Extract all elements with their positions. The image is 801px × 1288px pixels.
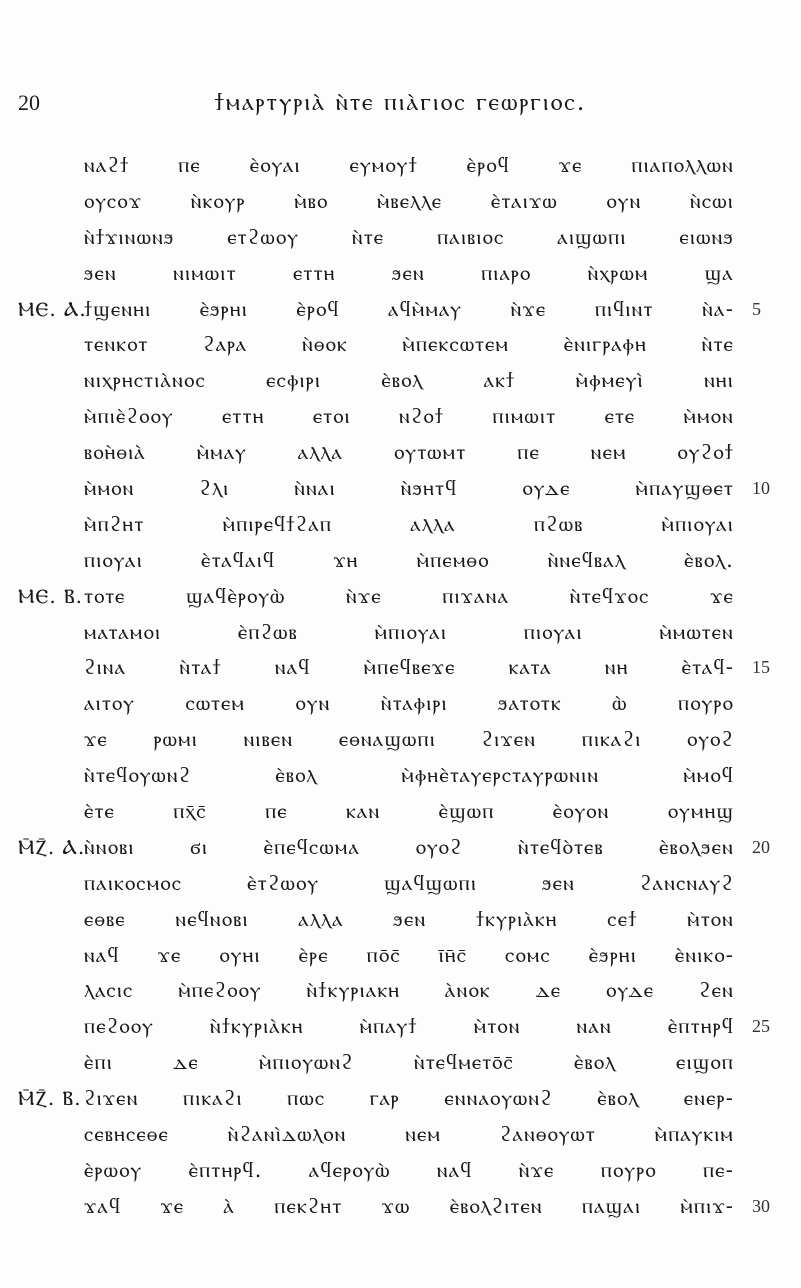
line-number: 30 (752, 1195, 770, 1216)
text-line (0, 902, 801, 938)
line-text: ϩⲓⲛⲁ ⲛ̀ⲧⲁϯ ⲛⲁϥ ⲙ̀ⲡⲉϥⲃⲉϫⲉ ⲕⲁⲧⲁ ⲛⲏ ⲉ̀ⲧⲁϥ- (84, 655, 734, 680)
line-text: ⲛⲁϥ ϫⲉ ⲟⲩⲏⲓ ⲉ̀ⲣⲉ ⲡⲟ̄ⲥ̄ ⲓ̄ⲏ̄ⲥ̄ ⲥⲟⲙⲥ ⲉ̀ϧⲣⲏⲓ ⲉ̀ⲛⲓⲕⲟ- (84, 942, 734, 967)
line-text: ⲥⲉⲃⲏⲥⲉⲑⲉ ⲛ̀ϩⲁⲛⲓ̀ⲇⲱⲗⲟⲛ ⲛⲉⲙ ϩⲁⲛⲑⲟⲩⲱⲧ ⲙ̀ⲡⲁⲩⲕⲓⲙ (84, 1122, 734, 1147)
line-text: ϫⲉ ⲣⲱⲙⲓ ⲛⲓⲃⲉⲛ ⲉⲑⲛⲁϣⲱⲡⲓ ϩⲓϫⲉⲛ ⲡⲓⲕⲁϩⲓ ⲟⲩⲟϩ (84, 727, 734, 752)
text-line (0, 1081, 801, 1117)
line-text: ⲡⲉϩⲟⲟⲩ ⲛ̀ϯⲕⲩⲣⲓⲁ̀ⲕⲏ ⲙ̀ⲡⲁⲩϯ ⲙ̀ⲧⲟⲛ ⲛⲁⲛ ⲉ̀ⲡⲧⲏⲣϥ (84, 1014, 734, 1039)
line-number: 20 (752, 836, 770, 857)
line-text: ⲧⲟⲧⲉ ϣⲁϥⲉ̀ⲣⲟⲩⲱ̀ ⲛ̀ϫⲉ ⲡⲓϫⲁⲛⲁ ⲛ̀ⲧⲉϥϫⲟⲥ ϫⲉ (84, 583, 734, 608)
line-text: ⲛ̀ⲛⲟⲃⲓ ϭⲓ ⲉ̀ⲡⲉϥⲥⲱⲙⲁ ⲟⲩⲟϩ ⲛ̀ⲧⲉϥⲟ̀ⲧⲉⲃ ⲉ̀ⲃⲟⲗϧⲉⲛ (84, 834, 734, 859)
line-text: ϯϣⲉⲛⲏⲓ ⲉ̀ϧⲣⲏⲓ ⲉ̀ⲣⲟϥ ⲁϥⲙ̀ⲙⲁⲩ ⲛ̀ϫⲉ ⲡⲓϥⲓⲛⲧ ⲛ̀ⲁ- (84, 296, 734, 321)
text-line (0, 399, 801, 435)
text-line (0, 148, 801, 184)
line-text: ⲙ̀ⲡϩⲏⲧ ⲙ̀ⲡⲓⲣⲉϥϯϩⲁⲡ ⲁⲗⲗⲁ ⲡϩⲱⲃ ⲙ̀ⲡⲓⲟⲩⲁⲓ (84, 511, 734, 536)
text-line (0, 1117, 801, 1153)
text-line (0, 1045, 801, 1081)
text-line (0, 938, 801, 974)
text-line (0, 220, 801, 256)
text-line (0, 1189, 801, 1225)
text-line (0, 543, 801, 579)
line-text: ⲛⲁϩϯ ⲡⲉ ⲉ̀ⲟⲩⲁⲓ ⲉⲩⲙⲟⲩϯ ⲉ̀ⲣⲟϥ ϫⲉ ⲡⲓⲁⲡⲟⲗⲗⲱⲛ (84, 153, 734, 177)
line-number: 10 (752, 478, 770, 499)
section-marker: ⲘⲈ. Ⲁ. (18, 296, 87, 321)
line-text: ⲛ̀ⲧⲉϥⲟⲩⲱⲛϩ ⲉ̀ⲃⲟⲗ ⲙ̀ⲫⲏⲉ̀ⲧⲁⲩⲉⲣⲥⲧⲁⲩⲣⲱⲛⲓⲛ ⲙ̀ⲙⲟϥ (84, 763, 734, 788)
text-line (0, 794, 801, 830)
text-line (0, 184, 801, 220)
text-line (0, 686, 801, 722)
line-number: 25 (752, 1016, 770, 1037)
line-text: ⲡⲓⲟⲩⲁⲓ ⲉ̀ⲧⲁϥⲁⲓϥ ϫⲏ ⲙ̀ⲡⲉⲙⲑⲟ ⲛ̀ⲛⲉϥⲃⲁⲗ ⲉ̀ⲃⲟⲗ. (84, 547, 734, 572)
text-line (0, 292, 801, 328)
line-text: ⲁⲓⲧⲟⲩ ⲥⲱⲧⲉⲙ ⲟⲩⲛ ⲛ̀ⲧⲁⲫⲓⲣⲓ ϧⲁⲧⲟⲧⲕ ⲱ̀ ⲡⲟⲩⲣⲟ (84, 691, 734, 716)
running-head: ϯⲙⲁⲣⲧⲩⲣⲓⲁ̀ ⲛ̀ⲧⲉ ⲡⲓⲁ̀ⲅⲓⲟⲥ ⲅⲉⲱⲣⲅⲓⲟⲥ. (214, 88, 587, 116)
line-text: ϧⲉⲛ ⲛⲓⲙⲱⲓⲧ ⲉⲧⲧⲏ ϧⲉⲛ ⲡⲓⲁⲣⲟ ⲛ̀ⲭⲣⲱⲙ ϣⲁ (84, 260, 734, 285)
section-marker: Ⲙ̄Ⲍ̄. Ⲃ. (18, 1086, 82, 1111)
text-line (0, 435, 801, 471)
text-line (0, 866, 801, 902)
line-text: ⲉ̀ⲡⲓ ⲇⲉ ⲙ̀ⲡⲓⲟⲩⲱⲛϩ ⲛ̀ⲧⲉϥⲙⲉⲧⲟ̄ⲥ̄ ⲉ̀ⲃⲟⲗ ⲉⲓϣⲟⲡ (84, 1050, 734, 1075)
line-number: 15 (752, 657, 770, 678)
text-line (0, 471, 801, 507)
text-line (0, 507, 801, 543)
text-line (0, 722, 801, 758)
text-line (0, 579, 801, 615)
line-text: ⲙ̀ⲙⲟⲛ ϩⲗⲓ ⲛ̀ⲛⲁⲓ ⲛ̀ϧⲏⲧϥ ⲟⲩⲇⲉ ⲙ̀ⲡⲁⲩϣⲑⲉⲧ (84, 476, 734, 501)
line-text: ⲡⲁⲓⲕⲟⲥⲙⲟⲥ ⲉ̀ⲧϩⲱⲟⲩ ϣⲁϥϣⲱⲡⲓ ϧⲉⲛ ϩⲁⲛⲥⲛⲁⲩϩ (84, 870, 734, 895)
text-line (0, 650, 801, 686)
text-line (0, 973, 801, 1009)
line-text: ⲉ̀ⲣⲱⲟⲩ ⲉ̀ⲡⲧⲏⲣϥ. ⲁϥⲉⲣⲟⲩⲱ̀ ⲛⲁϥ ⲛ̀ϫⲉ ⲡⲟⲩⲣⲟ ⲡⲉ- (84, 1157, 734, 1182)
text-block (0, 148, 801, 1225)
line-text: ⲗⲁⲥⲓⲥ ⲙ̀ⲡⲉϩⲟⲟⲩ ⲛ̀ϯⲕⲩⲣⲓⲁⲕⲏ ⲁ̀ⲛⲟⲕ ⲇⲉ ⲟⲩⲇⲉ ϩⲉⲛ (84, 978, 734, 1003)
text-line (0, 327, 801, 363)
line-number: 5 (752, 298, 761, 319)
line-text: ⲛⲓⲭⲣⲏⲥⲧⲓⲁ̀ⲛⲟⲥ ⲉⲥⲫⲓⲣⲓ ⲉ̀ⲃⲟⲗ ⲁⲕϯ ⲙ̀ⲫⲙⲉⲩⲓ̀ ⲛⲏⲓ (84, 368, 734, 393)
line-text: ⲉⲑⲃⲉ ⲛⲉϥⲛⲟⲃⲓ ⲁⲗⲗⲁ ϧⲉⲛ ϯⲕⲩⲣⲓⲁ̀ⲕⲏ ⲥⲉϯ ⲙ̀ⲧⲟⲛ (84, 906, 734, 931)
line-text: ϩⲓϫⲉⲛ ⲡⲓⲕⲁϩⲓ ⲡⲱⲥ ⲅⲁⲣ ⲉⲛⲛⲁⲟⲩⲱⲛϩ ⲉ̀ⲃⲟⲗ ⲉⲛⲉⲣ- (84, 1086, 734, 1111)
line-text: ϫⲁϥ ϫⲉ ⲁ̀ ⲡⲉⲕϩⲏⲧ ϫⲱ ⲉ̀ⲃⲟⲗϩⲓⲧⲉⲛ ⲡⲁϣⲁⲓ ⲙ̀ⲡⲓϫ- (84, 1193, 734, 1218)
section-marker: ⲘⲈ. Ⲃ. (18, 583, 84, 608)
text-line (0, 758, 801, 794)
text-line (0, 256, 801, 292)
text-line (0, 1009, 801, 1045)
line-text: ⲛ̀ϯϫⲓⲛⲱⲛϧ ⲉⲧϩⲱⲟⲩ ⲛ̀ⲧⲉ ⲡⲁⲓⲃⲓⲟⲥ ⲁⲓϣⲱⲡⲓ ⲉⲓⲱⲛϧ (84, 224, 734, 249)
page-number: 20 (18, 90, 40, 115)
line-text: ⲟⲩⲥⲟϫ ⲛ̀ⲕⲟⲩⲣ ⲙ̀ⲃⲟ ⲙ̀ⲃⲉⲗⲗⲉ ⲉ̀ⲧⲁⲓϫⲱ ⲟⲩⲛ ⲛ̀ⲥⲱⲓ (84, 188, 734, 213)
text-line (0, 615, 801, 651)
text-line (0, 830, 801, 866)
text-line (0, 363, 801, 399)
section-marker: Ⲙ̄Ⲍ̄. Ⲁ. (18, 834, 86, 859)
line-text: ⲃⲟⲏ̀ⲑⲓⲁ̀ ⲙ̀ⲙⲁⲩ ⲁⲗⲗⲁ ⲟⲩⲧⲱⲙⲧ ⲡⲉ ⲛⲉⲙ ⲟⲩϩⲟϯ (84, 440, 734, 465)
line-text: ⲙⲁⲧⲁⲙⲟⲓ ⲉ̀ⲡϩⲱⲃ ⲙ̀ⲡⲓⲟⲩⲁⲓ ⲡⲓⲟⲩⲁⲓ ⲙ̀ⲙⲱⲧⲉⲛ (84, 619, 734, 644)
line-text: ⲧⲉⲛⲕⲟⲧ ϩⲁⲣⲁ ⲛ̀ⲑⲟⲕ ⲙ̀ⲡⲉⲕⲥⲱⲧⲉⲙ ⲉ̀ⲛⲓⲅⲣⲁⲫⲏ ⲛ̀ⲧⲉ (84, 332, 734, 357)
line-text: ⲙ̀ⲡⲓⲉ̀ϩⲟⲟⲩ ⲉⲧⲧⲏ ⲉⲧⲟⲓ ⲛϩⲟϯ ⲡⲓⲙⲱⲓⲧ ⲉⲧⲉ ⲙ̀ⲙⲟⲛ (84, 404, 734, 429)
line-text: ⲉ̀ⲧⲉ ⲡⲭ̄ⲥ̄ ⲡⲉ ⲕⲁⲛ ⲉ̀ϣⲱⲡ ⲉ̀ⲟⲩⲟⲛ ⲟⲩⲙⲏϣ (84, 799, 734, 824)
text-line (0, 1153, 801, 1189)
